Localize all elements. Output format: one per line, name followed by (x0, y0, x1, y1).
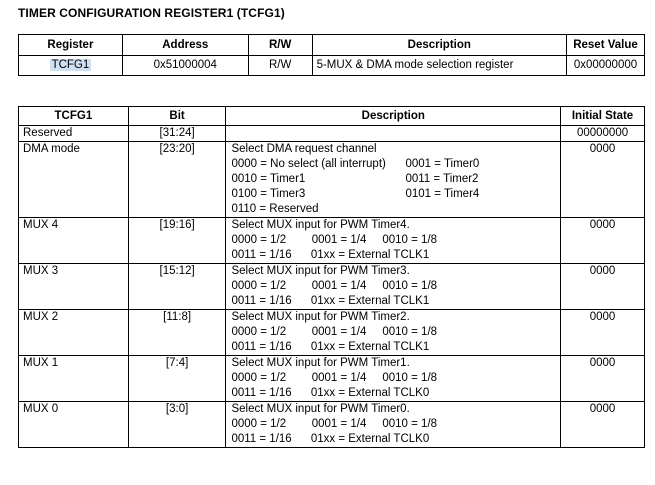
field-init: 0000 (561, 264, 645, 310)
description-line: 0110 = Reserved (231, 203, 319, 215)
header-initial-state: Initial State (561, 107, 645, 126)
description-line: Select MUX input for PWM Timer2. (231, 311, 410, 323)
register-table (18, 34, 645, 76)
dma-option: 0011 = Timer2 (405, 173, 479, 185)
field-description (226, 356, 561, 402)
description-line: 0000 = 1/2 0001 = 1/4 0010 = 1/8 (231, 234, 438, 246)
description-cell: 5-MUX & DMA mode selection register (312, 56, 566, 76)
table-row (19, 218, 645, 264)
field-description (226, 402, 561, 448)
table-row (19, 142, 645, 218)
table-row (19, 264, 645, 310)
description-line: Select DMA request channel (231, 143, 377, 155)
table-row (19, 126, 645, 142)
table-row (19, 310, 645, 356)
header-rw: R/W (248, 35, 312, 56)
header-field: TCFG1 (19, 107, 129, 126)
field-name: MUX 0 (19, 402, 129, 448)
register-cell (19, 56, 123, 76)
table-row (19, 356, 645, 402)
field-init: 0000 (561, 310, 645, 356)
field-bit: [31:24] (128, 126, 226, 142)
field-init: 0000 (561, 218, 645, 264)
field-description (226, 310, 561, 356)
dma-option-grid (231, 157, 556, 202)
description-line: 0011 = 1/16 01xx = External TCLK1 (231, 341, 430, 353)
field-bit: [15:12] (128, 264, 226, 310)
header-register: Register (19, 35, 123, 56)
field-bit: [19:16] (128, 218, 226, 264)
address-cell: 0x51000004 (122, 56, 248, 76)
dma-option: 0000 = No select (all interrupt) (231, 158, 386, 170)
field-init: 00000000 (561, 126, 645, 142)
page-title: TIMER CONFIGURATION REGISTER1 (TCFG1) (18, 6, 285, 20)
dma-option: 0101 = Timer4 (405, 188, 480, 200)
field-table (18, 106, 645, 448)
dma-option: 0100 = Timer3 (231, 188, 306, 200)
field-description (226, 264, 561, 310)
dma-option: 0001 = Timer0 (405, 158, 480, 170)
header-reset-value: Reset Value (566, 35, 644, 56)
description-line: 0011 = 1/16 01xx = External TCLK0 (231, 387, 430, 399)
description-line: Select MUX input for PWM Timer1. (231, 357, 410, 369)
description-line: 0011 = 1/16 01xx = External TCLK1 (231, 249, 430, 261)
register-name-highlight[interactable]: TCFG1 (51, 59, 90, 71)
description-line: 0000 = 1/2 0001 = 1/4 0010 = 1/8 (231, 280, 438, 292)
field-name: MUX 2 (19, 310, 129, 356)
field-table-header (19, 107, 645, 126)
description-line: 0011 = 1/16 01xx = External TCLK0 (231, 433, 430, 445)
field-description (226, 142, 561, 218)
header-address: Address (122, 35, 248, 56)
description-line: 0000 = 1/2 0001 = 1/4 0010 = 1/8 (231, 372, 438, 384)
header-field-description: Description (226, 107, 561, 126)
field-name: MUX 3 (19, 264, 129, 310)
field-bit: [23:20] (128, 142, 226, 218)
description-line: 0011 = 1/16 01xx = External TCLK1 (231, 295, 430, 307)
field-name: MUX 1 (19, 356, 129, 402)
dma-option: 0010 = Timer1 (231, 173, 306, 185)
description-line: Select MUX input for PWM Timer3. (231, 265, 410, 277)
register-row (19, 56, 645, 76)
field-name: Reserved (19, 126, 129, 142)
field-init: 0000 (561, 402, 645, 448)
field-description (226, 218, 561, 264)
header-description: Description (312, 35, 566, 56)
register-table-header (19, 35, 645, 56)
field-init: 0000 (561, 356, 645, 402)
field-init: 0000 (561, 142, 645, 218)
header-bit: Bit (128, 107, 226, 126)
description-line: Select MUX input for PWM Timer0. (231, 403, 410, 415)
field-bit: [11:8] (128, 310, 226, 356)
description-line: 0000 = 1/2 0001 = 1/4 0010 = 1/8 (231, 326, 438, 338)
field-description (226, 126, 561, 142)
reset-value-cell: 0x00000000 (566, 56, 644, 76)
description-line: Select MUX input for PWM Timer4. (231, 219, 410, 231)
field-bit: [3:0] (128, 402, 226, 448)
field-name: MUX 4 (19, 218, 129, 264)
table-row (19, 402, 645, 448)
field-name: DMA mode (19, 142, 129, 218)
description-line: 0000 = 1/2 0001 = 1/4 0010 = 1/8 (231, 418, 438, 430)
field-bit: [7:4] (128, 356, 226, 402)
rw-cell: R/W (248, 56, 312, 76)
